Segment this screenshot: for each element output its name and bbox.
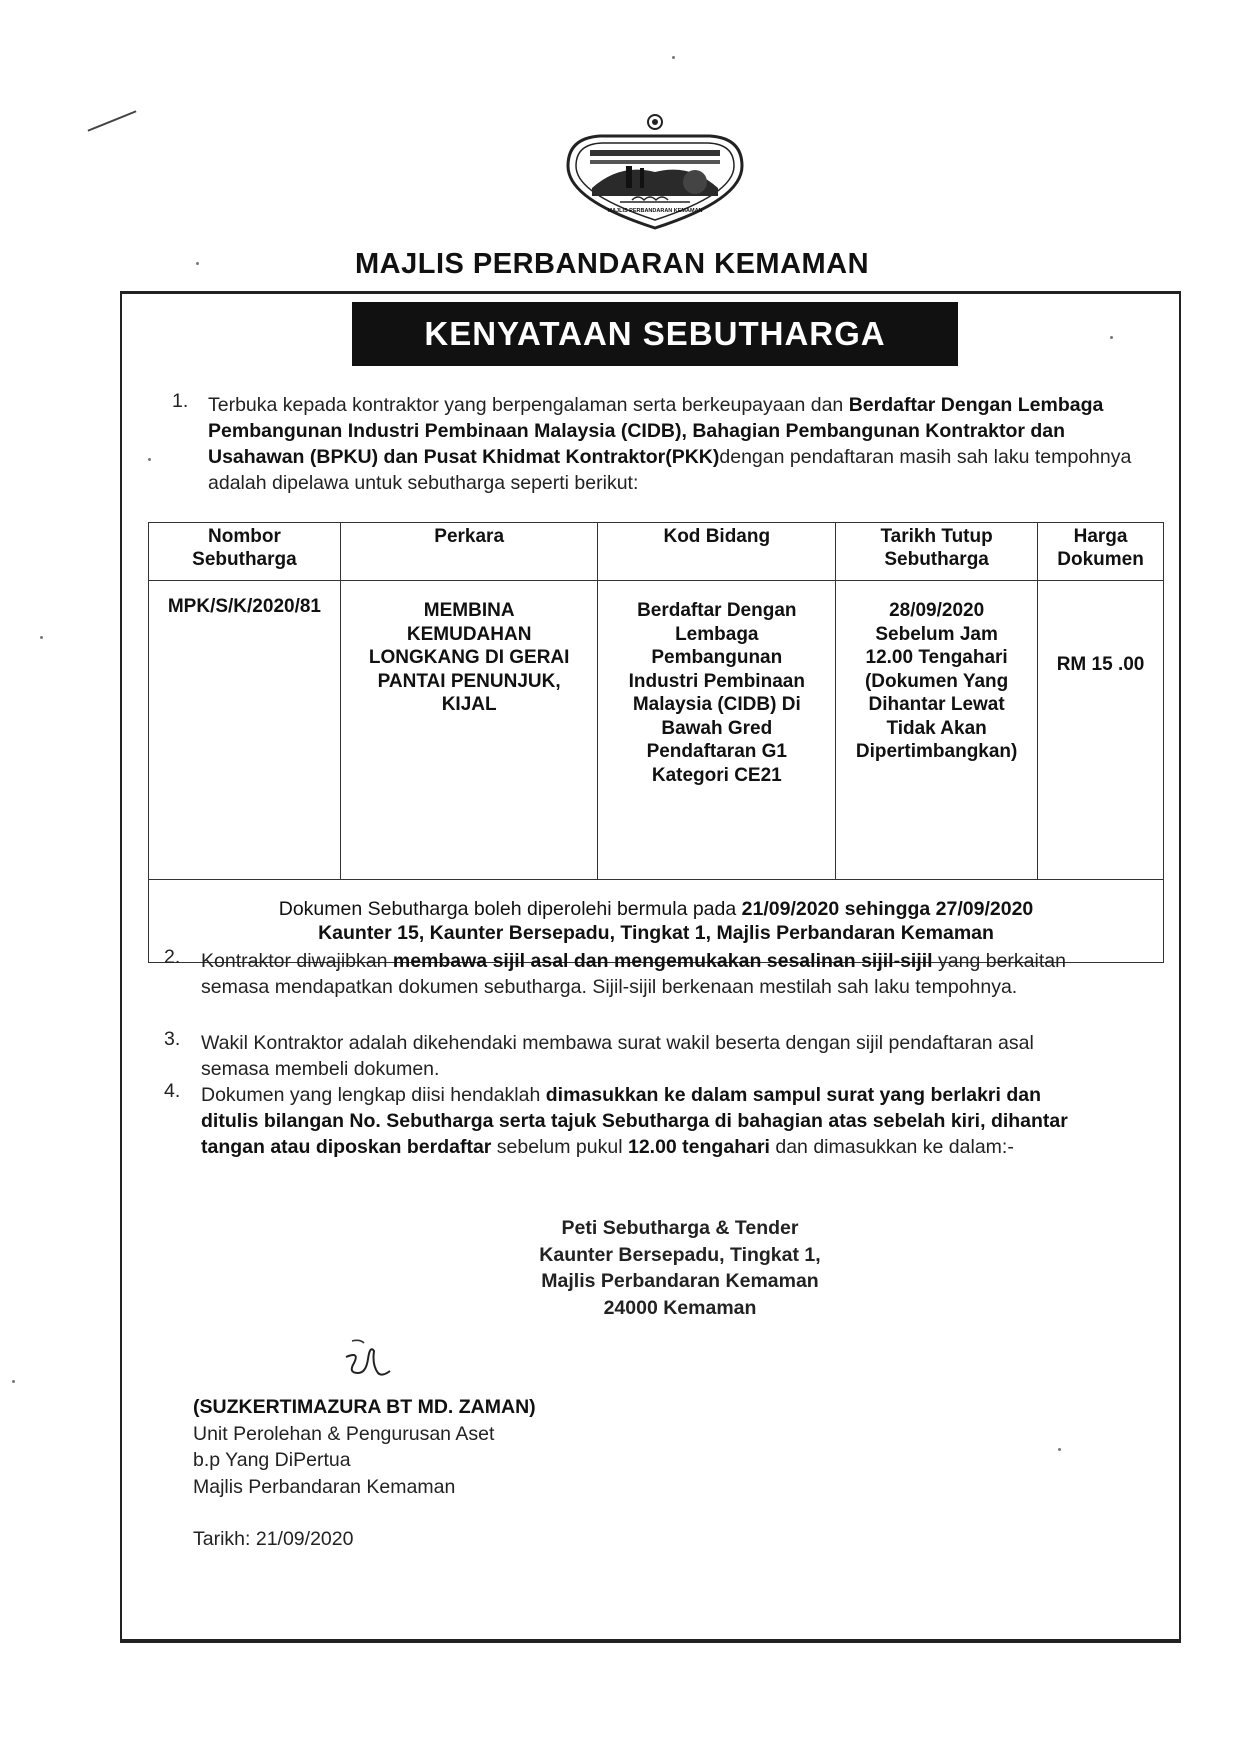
clause-number: 3. [164,1028,181,1050]
signatory-name: (SUZKERTIMAZURA BT MD. ZAMAN) [193,1396,536,1418]
clause-number: 4. [164,1080,181,1102]
signature [338,1335,418,1385]
cell-kod-bidang: Berdaftar Dengan Lembaga Pembangunan Industri Pembinaan Malaysia (CIDB) Di Bawah Gred Pendaftaran G1 Kategori CE21 [598,581,836,880]
quotation-table [148,522,1164,963]
clause-2 [201,948,1081,1000]
scan-mark [88,110,137,131]
header-harga: Harga Dokumen [1038,523,1164,581]
header-kod-bidang: Kod Bidang [598,523,836,581]
cell-nombor: MPK/S/K/2020/81 [149,581,341,880]
clause-3: Wakil Kontraktor adalah dikehendaki membawa surat wakil beserta dengan sijil pendaftaran asal semasa membeli dokumen. [201,1032,1034,1080]
notice-date: Tarikh: 21/09/2020 [193,1528,354,1550]
scan-speck [12,1380,15,1383]
footer-dates: 21/09/2020 sehingga 27/09/2020 [741,898,1034,920]
cell-perkara: MEMBINA KEMUDAHAN LONGKANG DI GERAI PANTAI PENUNJUK, KIJAL [340,581,598,880]
clause-4-text-mid: sebelum pukul [491,1136,628,1158]
clause-4-text-end: dan dimasukkan ke dalam:- [769,1136,1014,1158]
header-tarikh-tutup: Tarikh Tutup Sebutharga [836,523,1038,581]
address-line: Kaunter Bersepadu, Tingkat 1, [539,1243,821,1266]
clause-4-bold: dimasukkan ke dalam sampul surat yang berlakri dan ditulis bilangan No. Sebutharga serta tajuk Sebutharga di bahagian atas sebelah kiri, dihantar tangan atau diposkan berdaftar [201,1084,1068,1158]
table-header-row [149,523,1164,581]
clause-2-bold: membawa sijil asal dan mengemukakan sesalinan sijil-sijil [392,950,933,972]
signatory-unit: Unit Perolehan & Pengurusan Aset [193,1422,495,1445]
scan-speck [40,636,43,639]
signatory-org: Majlis Perbandaran Kemaman [193,1475,456,1498]
council-logo [560,108,750,236]
header-perkara: Perkara [340,523,598,581]
clause-2-text: Kontraktor diwajibkan [201,950,393,972]
clause-number: 1. [172,390,189,412]
signatory-block [193,1394,536,1553]
clause-4 [201,1082,1096,1160]
clause-1-bold: Berdaftar Dengan Lembaga Pembangunan Industri Pembinaan Malaysia (CIDB), Bahagian Pembangunan Kontraktor dan Usahawan (BPKU) dan Pusat Khidmat Kontraktor(PKK) [208,394,1104,468]
cell-harga: RM 15 .00 [1038,581,1164,880]
notice-banner: KENYATAAN SEBUTHARGA [352,302,958,366]
submission-address [460,1215,900,1321]
footer-text: Dokumen Sebutharga boleh diperolehi bermula pada [278,898,742,920]
scan-speck [196,262,199,265]
logo-caption: MAJLIS PERBANDARAN KEMAMAN [607,208,703,214]
signatory-on-behalf: b.p Yang DiPertua [193,1449,351,1471]
address-line: Majlis Perbandaran Kemaman [541,1270,819,1292]
clause-4-text: Dokumen yang lengkap diisi hendaklah [201,1084,546,1106]
clause-4-time: 12.00 tengahari [627,1136,770,1158]
council-title: MAJLIS PERBANDARAN KEMAMAN [355,248,870,280]
scan-speck [672,56,675,59]
table-row [149,581,1164,880]
cell-tarikh-tutup: 28/09/2020 Sebelum Jam 12.00 Tengahari (Dokumen Yang Dihantar Lewat Tidak Akan Dipertimbangkan) [836,581,1038,880]
header-nombor: Nombor Sebutharga [149,523,341,581]
clause-1-text: Terbuka kepada kontraktor yang berpengalaman serta berkeupayaan dan [208,394,849,416]
clause-1 [208,392,1158,496]
address-line: 24000 Kemaman [603,1296,757,1319]
clause-number: 2. [164,946,181,968]
clause-2-text-end: yang berkaitan semasa mendapatkan dokumen sebutharga. Sijil-sijil berkenaan mestilah sah laku tempohnya. [201,950,1066,998]
address-line: Peti Sebutharga & Tender [561,1217,799,1239]
footer-location: Kaunter 15, Kaunter Bersepadu, Tingkat 1, Majlis Perbandaran Kemaman [318,922,994,944]
clause-1-text-end: dengan pendaftaran masih sah laku tempohnya adalah dipelawa untuk sebutharga seperti berikut: [208,446,1132,494]
